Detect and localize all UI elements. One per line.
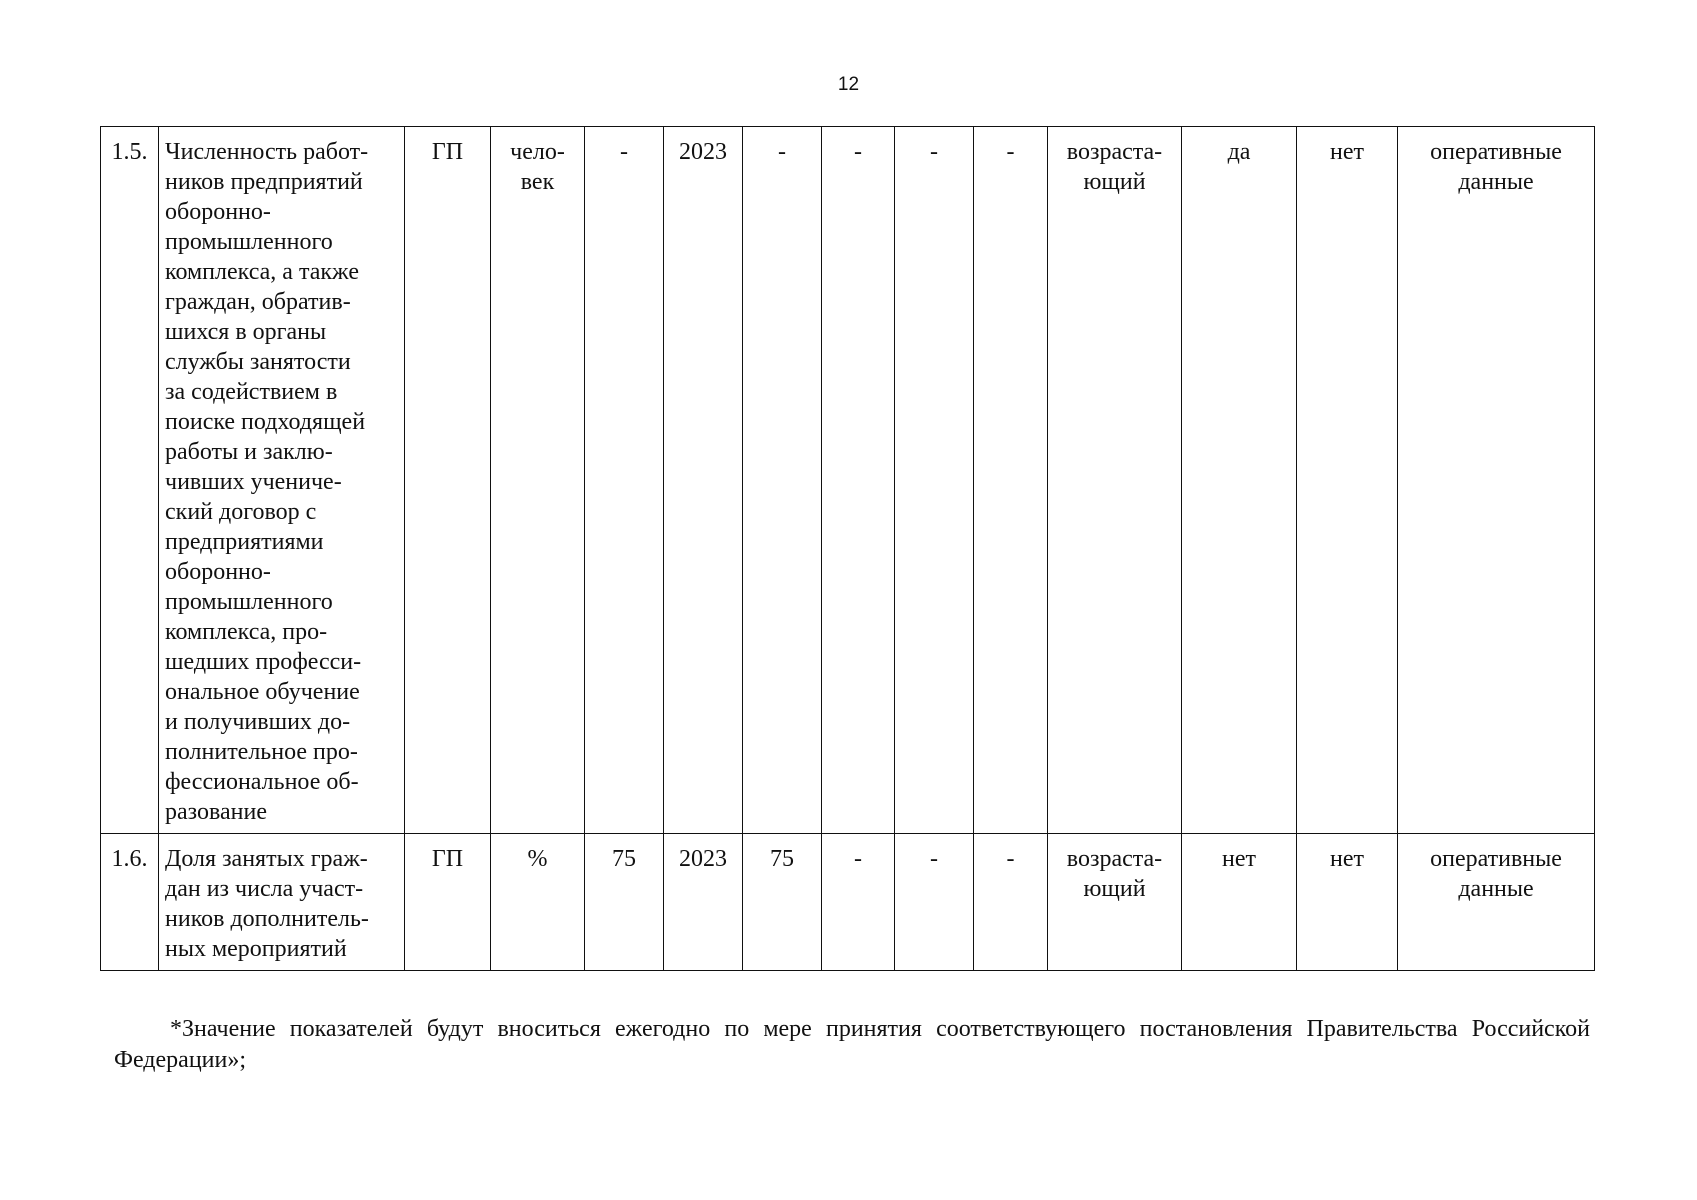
trend-line: ющий <box>1083 169 1146 195</box>
value-cell: - <box>974 834 1048 971</box>
trend-cell <box>1048 834 1182 971</box>
row-number: 1.6. <box>101 834 159 971</box>
indicator-name <box>159 127 405 834</box>
value-cell: - <box>822 834 895 971</box>
base-value-cell: - <box>585 127 664 834</box>
indicator-name-line: дан из числа участ- <box>165 876 364 902</box>
indicator-name-line: оборонно- <box>165 199 271 225</box>
indicator-name-line: полнительное про- <box>165 739 358 765</box>
footnote <box>114 1014 1590 1076</box>
indicator-name-line: Доля занятых граж- <box>165 846 368 872</box>
indicator-name-line: предприятиями <box>165 529 324 555</box>
value-cell: - <box>895 127 974 834</box>
indicator-name-line: поиске подходящей <box>165 409 366 435</box>
indicator-name-line: ский договор с <box>165 499 317 525</box>
base-year-cell: 2023 <box>664 834 743 971</box>
value-cell: - <box>822 127 895 834</box>
indicator-name-line: и получивших до- <box>165 709 351 735</box>
indicator-name-line: службы занятости <box>165 349 351 375</box>
unit-cell <box>491 834 585 971</box>
flag-cell: нет <box>1182 834 1297 971</box>
indicators-table <box>100 126 1595 971</box>
base-value-cell: 75 <box>585 834 664 971</box>
value-cell: - <box>895 834 974 971</box>
unit-line: % <box>527 846 548 872</box>
footnote-text: *Значение показателей будут вноситься ежегодно по мере принятия соответствующего постановления Правительства Российской Федерации»; <box>114 1016 1590 1073</box>
source-cell <box>1398 127 1595 834</box>
table-row <box>101 834 1595 971</box>
indicator-name-line: фессиональное об- <box>165 769 359 795</box>
source-line: данные <box>1458 169 1534 195</box>
value-cell: - <box>974 127 1048 834</box>
level-cell: ГП <box>405 127 491 834</box>
value-cell: - <box>743 127 822 834</box>
indicator-name-line: оборонно- <box>165 559 271 585</box>
indicator-name-line: ников предприятий <box>165 169 363 195</box>
indicator-name-line: ников дополнитель- <box>165 906 369 932</box>
indicator-name-line: шедших професси- <box>165 649 362 675</box>
source-cell <box>1398 834 1595 971</box>
unit-line: век <box>520 169 555 195</box>
source-line: оперативные <box>1430 139 1562 165</box>
trend-cell <box>1048 127 1182 834</box>
flag-cell: нет <box>1297 834 1398 971</box>
unit-line: чело- <box>510 139 565 165</box>
indicator-name-line: ных мероприятий <box>165 936 347 962</box>
indicator-name <box>159 834 405 971</box>
source-line: данные <box>1458 876 1534 902</box>
source-line: оперативные <box>1430 846 1562 872</box>
value-cell: 75 <box>743 834 822 971</box>
indicator-name-line: за содействием в <box>165 379 338 405</box>
indicator-name-line: комплекса, а также <box>165 259 359 285</box>
flag-cell: да <box>1182 127 1297 834</box>
trend-line: возраста- <box>1066 846 1163 872</box>
trend-line: ющий <box>1083 876 1146 902</box>
indicator-name-line: работы и заклю- <box>165 439 333 465</box>
table-row <box>101 127 1595 834</box>
indicator-name-line: шихся в органы <box>165 319 327 345</box>
base-year-cell: 2023 <box>664 127 743 834</box>
indicator-name-line: ональное обучение <box>165 679 360 705</box>
unit-cell <box>491 127 585 834</box>
indicator-name-line: граждан, обратив- <box>165 289 351 315</box>
indicator-name-line: промышленного <box>165 589 333 615</box>
indicator-name-line: чивших учениче- <box>165 469 342 495</box>
indicator-name-line: разование <box>165 799 267 825</box>
page-number: 12 <box>837 74 860 95</box>
trend-line: возраста- <box>1066 139 1163 165</box>
flag-cell: нет <box>1297 127 1398 834</box>
row-number: 1.5. <box>101 127 159 834</box>
level-cell: ГП <box>405 834 491 971</box>
indicator-name-line: Численность работ- <box>165 139 369 165</box>
indicator-name-line: комплекса, про- <box>165 619 328 645</box>
indicator-name-line: промышленного <box>165 229 333 255</box>
